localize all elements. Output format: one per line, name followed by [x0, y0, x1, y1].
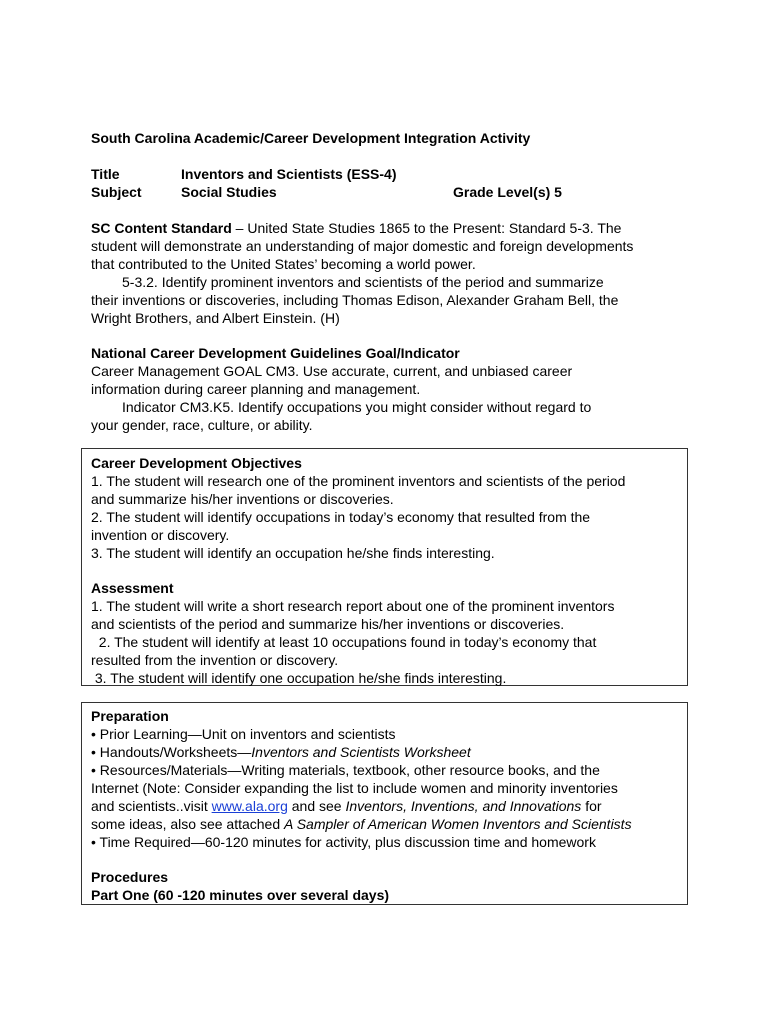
assessment-line: 1. The student will write a short research report about one of the prominent inventors	[91, 598, 615, 614]
sc-standard-line-6: Wright Brothers, and Albert Einstein. (H)	[91, 310, 340, 326]
sc-standard-line-3: that contributed to the United States’ becoming a world power.	[91, 256, 476, 272]
assessment-line: resulted from the invention or discovery.	[91, 652, 339, 668]
sc-standard-line-2: student will demonstrate an understanding of major domestic and foreign developments	[91, 238, 634, 254]
ncdg-line-1: Career Management GOAL CM3. Use accurate, current, and unbiased career	[91, 363, 573, 379]
handouts-line: • Handouts/Worksheets—Inventors and Scientists Worksheet	[91, 744, 471, 760]
assessment-line: 2. The student will identify at least 10 occupations found in today’s economy that	[91, 634, 597, 650]
ncdg-heading: National Career Development Guidelines Goal/Indicator	[91, 345, 460, 361]
resources-line-4: some ideas, also see attached A Sampler of American Women Inventors and Scientists	[91, 816, 632, 832]
ncdg-line-4: your gender, race, culture, or ability.	[91, 417, 313, 433]
resources-line-2: Internet (Note: Consider expanding the list to include women and minority inventories	[91, 780, 618, 796]
worksheet-title: Inventors and Scientists Worksheet	[251, 744, 471, 760]
subject-label: Subject	[91, 184, 142, 200]
objective-line: invention or discovery.	[91, 527, 230, 543]
sc-standard-line-5: their inventions or discoveries, including Thomas Edison, Alexander Graham Bell, the	[91, 292, 619, 308]
time-required: • Time Required—60-120 minutes for activity, plus discussion time and homework	[91, 834, 596, 850]
preparation-heading: Preparation	[91, 708, 169, 724]
ncdg-line-2: information during career planning and management.	[91, 381, 421, 397]
title-label: Title	[91, 166, 120, 182]
grade-level: Grade Level(s) 5	[453, 184, 562, 200]
part-one-heading: Part One (60 -120 minutes over several days)	[91, 887, 390, 903]
subject-value: Social Studies	[181, 184, 277, 200]
preparation-procedures-box	[81, 702, 688, 905]
objectives-assessment-box	[81, 448, 688, 686]
ala-link[interactable]: www.ala.org	[211, 798, 288, 814]
sc-standard-line-4: 5-3.2. Identify prominent inventors and scientists of the period and summarize	[122, 274, 604, 290]
assessment-line: 3. The student will identify one occupation he/she finds interesting.	[91, 670, 507, 686]
ncdg-line-3: Indicator CM3.K5. Identify occupations you might consider without regard to	[122, 399, 592, 415]
objective-line: 1. The student will research one of the prominent inventors and scientists of the period	[91, 473, 626, 489]
resources-line-1: • Resources/Materials—Writing materials, textbook, other resource books, and the	[91, 762, 600, 778]
objectives-heading: Career Development Objectives	[91, 455, 302, 471]
sc-standard-line-1: SC Content Standard – United State Studies 1865 to the Present: Standard 5-3. The	[91, 220, 622, 236]
objective-line: 3. The student will identify an occupation he/she finds interesting.	[91, 545, 495, 561]
sampler-title: A Sampler of American Women Inventors and Scientists	[284, 816, 632, 832]
objective-line: and summarize his/her inventions or discoveries.	[91, 491, 394, 507]
book-title: Inventors, Inventions, and Innovations	[345, 798, 582, 814]
document-title: South Carolina Academic/Career Development Integration Activity	[91, 130, 531, 146]
resources-line-3: and scientists..visit www.ala.org and see Inventors, Inventions, and Innovations for	[91, 798, 602, 814]
assessment-heading: Assessment	[91, 580, 174, 596]
title-value: Inventors and Scientists (ESS-4)	[181, 166, 397, 182]
assessment-line: and scientists of the period and summarize his/her inventions or discoveries.	[91, 616, 565, 632]
procedures-heading: Procedures	[91, 869, 169, 885]
sc-standard-heading: SC Content Standard	[91, 220, 232, 236]
objective-line: 2. The student will identify occupations in today’s economy that resulted from the	[91, 509, 591, 525]
prior-learning: • Prior Learning—Unit on inventors and scientists	[91, 726, 396, 742]
